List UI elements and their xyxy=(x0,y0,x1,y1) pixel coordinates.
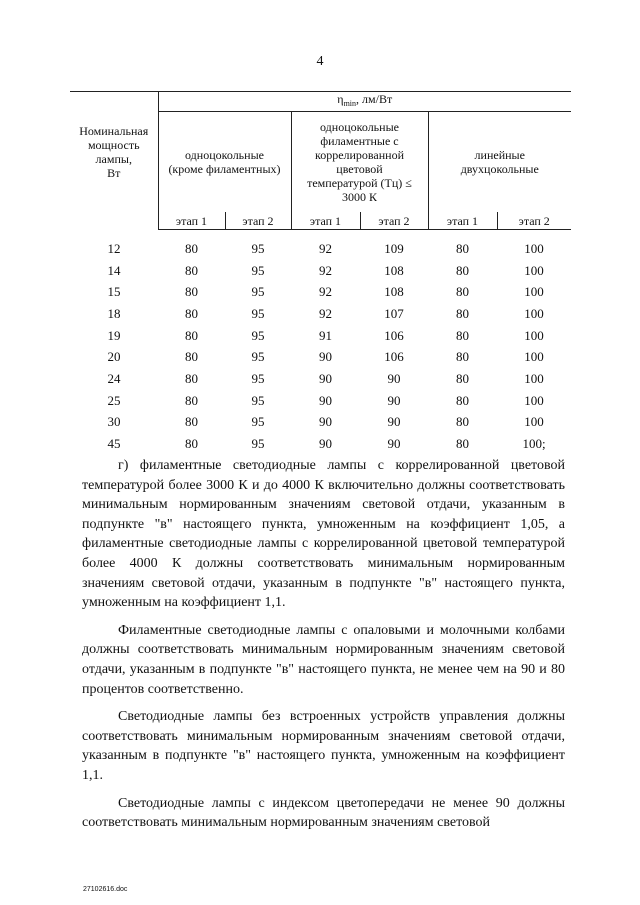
group2-line: 3000 К xyxy=(341,190,377,204)
value-cell: 109 xyxy=(384,240,404,256)
table-row xyxy=(70,433,571,455)
efficacy-table xyxy=(70,91,571,455)
paragraph: г) филаментные светодиодные лампы с коррелированной цветовой температурой более 3000 К и до 4000 К включительно должны соответствовать минимальным нормированным значениям световой отдачи, указанным в подпункте "в" настоящего пункта, умноженным на коэффициент 1,05, а филаментные светодиодные лампы с коррелированной цветовой температурой более 4000 К должны соответствовать минимальным нормированным значениям световой отдачи, указанным в подпункте "в" настоящего пункта, умноженным на коэффициент 1,1. xyxy=(82,458,565,611)
group1-line: (кроме филаментных) xyxy=(168,162,281,176)
power-cell: 15 xyxy=(107,284,121,300)
value-cell: 100 xyxy=(524,240,544,256)
paragraph: Светодиодные лампы с индексом цветопередачи не менее 90 должны соответствовать минимальным нормированным значениям световой xyxy=(82,795,565,831)
value-cell: 95 xyxy=(251,284,265,300)
page-number: 4 xyxy=(316,54,324,69)
eta-unit: , лм/Вт xyxy=(356,92,393,106)
value-cell: 90 xyxy=(319,392,332,408)
table-body xyxy=(70,230,571,455)
header-eta xyxy=(158,92,571,112)
header-group-3 xyxy=(428,112,571,213)
header-power-line: Вт xyxy=(107,166,121,180)
power-cell: 45 xyxy=(107,436,121,452)
value-cell: 80 xyxy=(456,305,469,321)
header-power-line: лампы, xyxy=(95,152,132,166)
value-cell: 108 xyxy=(384,262,404,278)
group2-line: температурой (Тц) ≤ xyxy=(307,176,412,190)
table-row xyxy=(70,412,571,434)
paragraph: Светодиодные лампы без встроенных устройств управления должны соответствовать минимальным нормированным значениям световой отдачи, указанным в подпункте "в" настоящего пункта, умноженным на коэффициент 1,1. xyxy=(82,709,565,783)
power-cell: 19 xyxy=(107,327,121,343)
stage-label: этап 1 xyxy=(291,212,360,230)
value-cell: 80 xyxy=(456,262,469,278)
table-row xyxy=(70,281,571,303)
value-cell: 92 xyxy=(319,284,332,300)
table-row xyxy=(70,346,571,368)
header-power xyxy=(70,92,158,213)
power-cell: 14 xyxy=(107,262,121,278)
value-cell: 100; xyxy=(522,436,546,452)
group2-line: цветовой xyxy=(336,162,383,176)
value-cell: 95 xyxy=(251,305,265,321)
value-cell: 107 xyxy=(384,305,404,321)
value-cell: 106 xyxy=(384,327,404,343)
header-power-line: Номинальная xyxy=(79,124,149,138)
value-cell: 80 xyxy=(456,370,469,386)
value-cell: 90 xyxy=(319,349,332,365)
value-cell: 80 xyxy=(456,240,469,256)
value-cell: 80 xyxy=(456,284,469,300)
table-row xyxy=(70,230,571,260)
stage-label: этап 1 xyxy=(158,212,225,230)
value-cell: 80 xyxy=(185,240,198,256)
value-cell: 80 xyxy=(185,414,198,430)
value-cell: 80 xyxy=(456,349,469,365)
value-cell: 95 xyxy=(251,414,265,430)
value-cell: 95 xyxy=(251,370,265,386)
value-cell: 80 xyxy=(185,392,198,408)
power-cell: 25 xyxy=(107,392,121,408)
value-cell: 91 xyxy=(319,327,332,343)
value-cell: 90 xyxy=(387,414,401,430)
body-text xyxy=(82,456,565,841)
paragraph: Филаментные светодиодные лампы с опаловыми и молочными колбами должны соответствовать минимальным нормированным значениям световой отдачи, указанным в подпункте "в" настоящего пункта, не менее чем на 90 и 80 процентов соответственно. xyxy=(82,622,565,697)
value-cell: 95 xyxy=(251,436,265,452)
value-cell: 100 xyxy=(524,327,544,343)
value-cell: 80 xyxy=(185,349,198,365)
value-cell: 100 xyxy=(524,414,544,430)
value-cell: 92 xyxy=(319,262,332,278)
value-cell: 95 xyxy=(251,262,265,278)
table-row xyxy=(70,303,571,325)
value-cell: 80 xyxy=(185,327,198,343)
value-cell: 90 xyxy=(319,370,332,386)
group2-line: коррелированной xyxy=(314,148,405,162)
value-cell: 95 xyxy=(251,240,265,256)
group2-line: одноцокольные xyxy=(320,120,399,134)
value-cell: 100 xyxy=(524,305,544,321)
header-group-1 xyxy=(158,112,291,213)
value-cell: 92 xyxy=(319,305,332,321)
group3-line: линейные xyxy=(474,148,525,162)
value-cell: 95 xyxy=(251,392,265,408)
value-cell: 106 xyxy=(384,349,404,365)
stage-label: этап 2 xyxy=(497,212,571,230)
eta-symbol: η xyxy=(337,92,344,106)
power-cell: 20 xyxy=(107,349,121,365)
header-power-line: мощность xyxy=(87,138,140,152)
group2-line: филаментные с xyxy=(320,134,399,148)
value-cell: 80 xyxy=(185,262,198,278)
power-cell: 30 xyxy=(107,414,121,430)
table-row xyxy=(70,368,571,390)
value-cell: 90 xyxy=(319,414,332,430)
value-cell: 90 xyxy=(387,436,401,452)
value-cell: 100 xyxy=(524,284,544,300)
value-cell: 100 xyxy=(524,349,544,365)
footer-filename: 27102616.doc xyxy=(83,886,128,893)
table-row xyxy=(70,260,571,282)
value-cell: 95 xyxy=(251,349,265,365)
value-cell: 90 xyxy=(387,370,401,386)
header-group-2 xyxy=(291,112,428,213)
value-cell: 95 xyxy=(251,327,265,343)
value-cell: 108 xyxy=(384,284,404,300)
value-cell: 80 xyxy=(185,305,198,321)
stage-label: этап 2 xyxy=(360,212,428,230)
value-cell: 100 xyxy=(524,392,544,408)
stage-spacer xyxy=(70,212,158,230)
value-cell: 80 xyxy=(456,392,469,408)
value-cell: 100 xyxy=(524,262,544,278)
table-row xyxy=(70,325,571,347)
power-cell: 24 xyxy=(107,370,121,386)
group3-line: двухцокольные xyxy=(460,162,539,176)
value-cell: 80 xyxy=(456,436,469,452)
power-cell: 18 xyxy=(107,305,121,321)
value-cell: 80 xyxy=(185,436,198,452)
value-cell: 92 xyxy=(319,240,332,256)
table-row xyxy=(70,390,571,412)
value-cell: 80 xyxy=(185,284,198,300)
value-cell: 80 xyxy=(456,327,469,343)
value-cell: 80 xyxy=(456,414,469,430)
value-cell: 80 xyxy=(185,370,198,386)
group1-line: одноцокольные xyxy=(185,148,264,162)
power-cell: 12 xyxy=(107,240,121,256)
value-cell: 90 xyxy=(387,392,401,408)
value-cell: 90 xyxy=(319,436,332,452)
eta-subscript: min xyxy=(343,99,357,108)
value-cell: 100 xyxy=(524,370,544,386)
stage-label: этап 1 xyxy=(428,212,497,230)
stage-label: этап 2 xyxy=(225,212,291,230)
